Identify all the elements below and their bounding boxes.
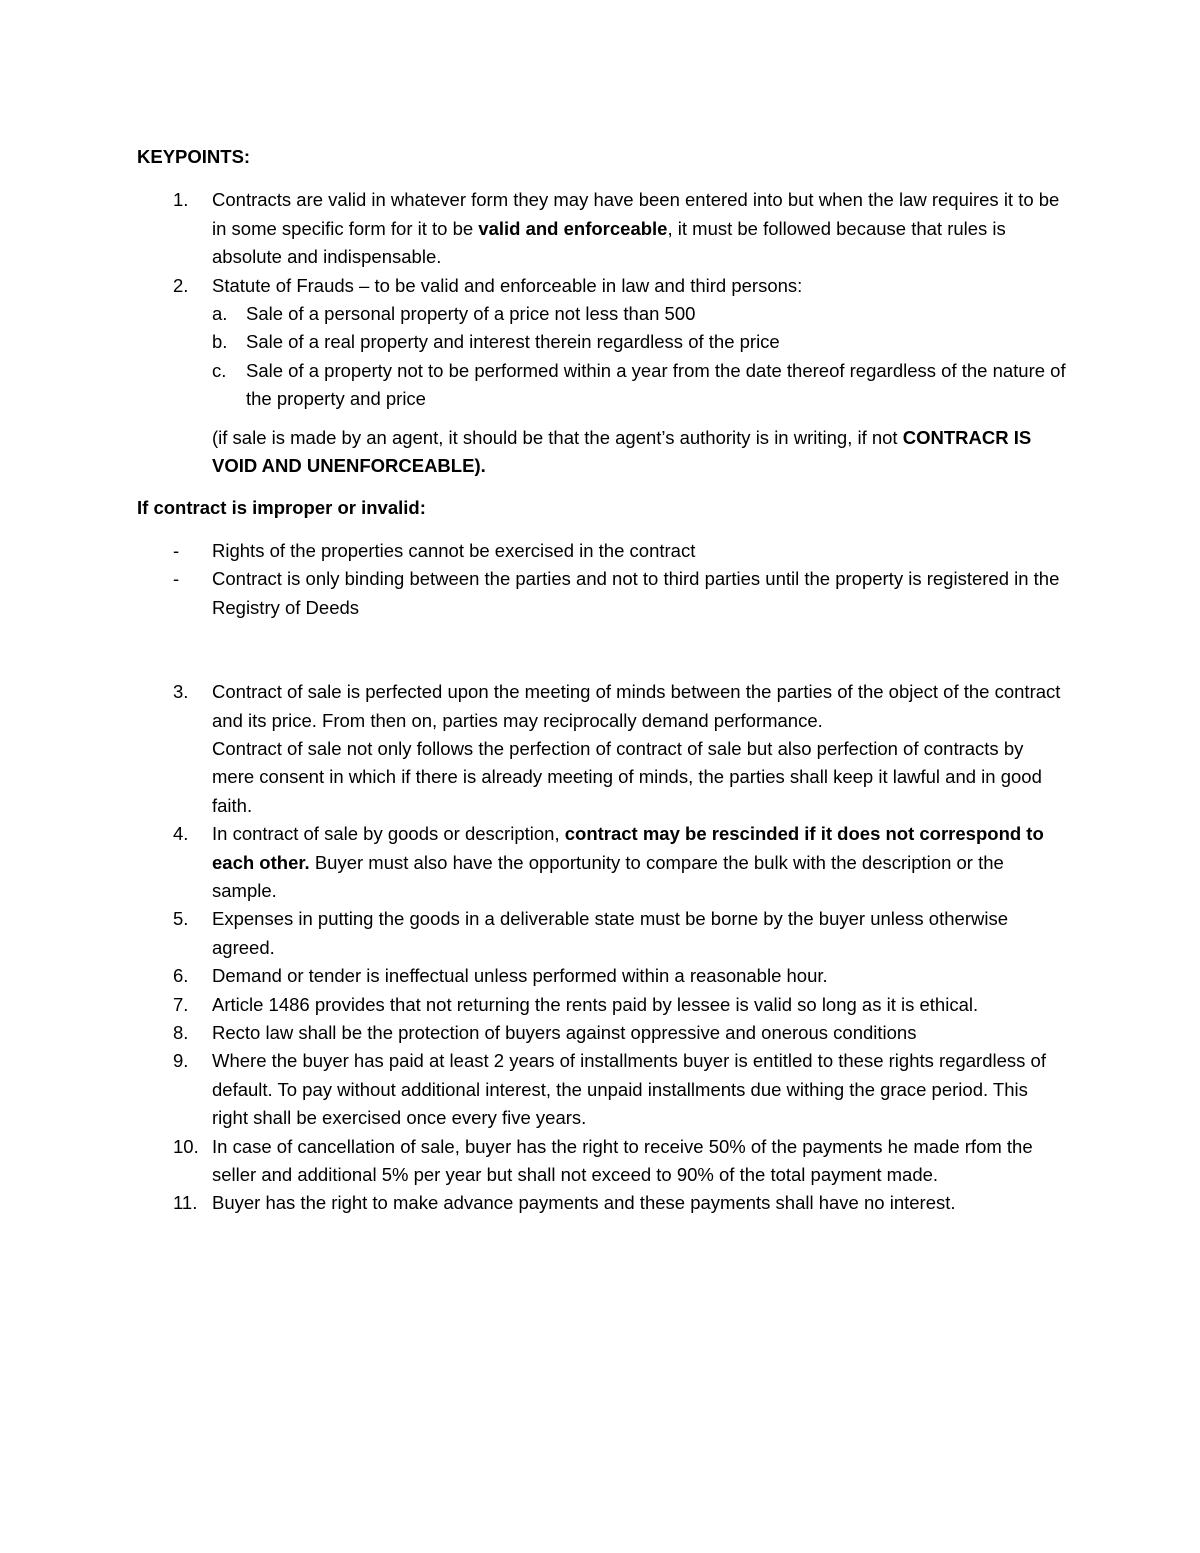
list-item-1 [137, 186, 1067, 271]
item-text: In case of cancellation of sale, buyer has the right to receive 50% of the payments he made rfom the seller and additional 5% per year but shall not exceed to 90% of the total payment made. [212, 1135, 1033, 1185]
item-bold-text: valid and enforceable [478, 217, 668, 239]
item-text: Article 1486 provides that not returning the rents paid by lessee is valid so long as it is ethical. [212, 993, 979, 1015]
item-text: Buyer has the right to make advance payments and these payments shall have no interest. [212, 1192, 956, 1214]
item-number: 5. [173, 908, 189, 930]
sub-item-letter: a. [212, 303, 228, 325]
item-text: Demand or tender is ineffectual unless performed within a reasonable hour. [212, 965, 828, 987]
list-item-7 [137, 991, 1067, 1019]
list-item-6 [137, 962, 1067, 990]
note-text-end: ). [474, 455, 486, 477]
list-item-5 [137, 905, 1067, 962]
item-text: Contracts are valid in whatever form they may have been entered into but when the law requires it to be in some specific form for it to be [212, 189, 1060, 239]
sub-item-a [137, 300, 1067, 328]
item-text: In contract of sale by goods or description, [212, 823, 565, 845]
improper-contract-heading: If contract is improper or invalid: [137, 497, 426, 519]
item-number: 4. [173, 823, 189, 845]
list-item-4 [137, 820, 1067, 905]
item-number: 7. [173, 993, 189, 1015]
item-number: 3. [173, 681, 189, 703]
item-text: Statute of Frauds – to be valid and enforceable in law and third persons: [212, 274, 803, 296]
item-text: Expenses in putting the goods in a deliverable state must be borne by the buyer unless otherwise agreed. [212, 908, 1008, 958]
list-item-11 [137, 1189, 1067, 1217]
item-number: 10. [173, 1135, 199, 1157]
item-text: , it must be followed because that rules is absolute and indispensable. [212, 217, 1006, 268]
item-number: 1. [173, 189, 189, 211]
list-item-8 [137, 1019, 1067, 1047]
list-item-10 [137, 1133, 1067, 1190]
item-text: Where the buyer has paid at least 2 years of installments buyer is entitled to these rights regardless of default. To pay without additional interest, the unpaid installments due withing the grace period. This right shall be exercised once every five years. [212, 1050, 1046, 1129]
bullet-text: Rights of the properties cannot be exercised in the contract [212, 539, 696, 561]
item-number: 8. [173, 1021, 189, 1043]
note-bold-text: CONTRACR IS VOID AND UNENFORCEABLE [212, 426, 1032, 477]
sub-item-text: Sale of a real property and interest therein regardless of the price [246, 331, 780, 353]
item-text: Recto law shall be the protection of buyers against oppressive and onerous conditions [212, 1021, 917, 1043]
item-number: 11. [173, 1192, 198, 1214]
item-text-continued: Contract of sale not only follows the perfection of contract of sale but also perfection of contracts by mere consent in which if there is already meeting of minds, the parties shall keep it lawful and in good faith. [212, 737, 1042, 816]
sub-item-text: Sale of a property not to be performed within a year from the date thereof regardless of the nature of the property and price [246, 359, 1066, 410]
bullet-text: Contract is only binding between the parties and not to third parties until the property is registered in the Registry of Deeds [212, 568, 1060, 618]
keypoints-heading: KEYPOINTS: [137, 146, 251, 167]
bullet-dash: - [173, 539, 180, 561]
list-item-3 [137, 678, 1067, 820]
sub-item-letter: c. [212, 359, 227, 381]
note-text: (if sale is made by an agent, it should be that the agent’s authority is in writing, if not [212, 426, 903, 448]
bullet-item [137, 565, 1067, 622]
sub-item-c [137, 357, 1067, 414]
document-body [137, 143, 1067, 1218]
list-item-9 [137, 1047, 1067, 1132]
sub-item-letter: b. [212, 331, 228, 353]
item-number: 2. [173, 274, 189, 296]
bullet-dash: - [173, 568, 180, 590]
sub-item-text: Sale of a personal property of a price not less than 500 [246, 303, 696, 325]
item-text: Contract of sale is perfected upon the meeting of minds between the parties of the object of the contract and its price. From then on, parties may reciprocally demand performance. [212, 681, 1061, 731]
item-number: 9. [173, 1050, 189, 1072]
list-item-2 [137, 272, 1067, 300]
item-number: 6. [173, 965, 189, 987]
item-bold-text: contract may be rescinded if it does not correspond to each other. [212, 823, 1044, 873]
item-text: Buyer must also have the opportunity to compare the bulk with the description or the sample. [212, 851, 1004, 901]
agent-note [137, 424, 1067, 481]
sub-item-b [137, 328, 1067, 356]
bullet-item [137, 537, 1067, 565]
